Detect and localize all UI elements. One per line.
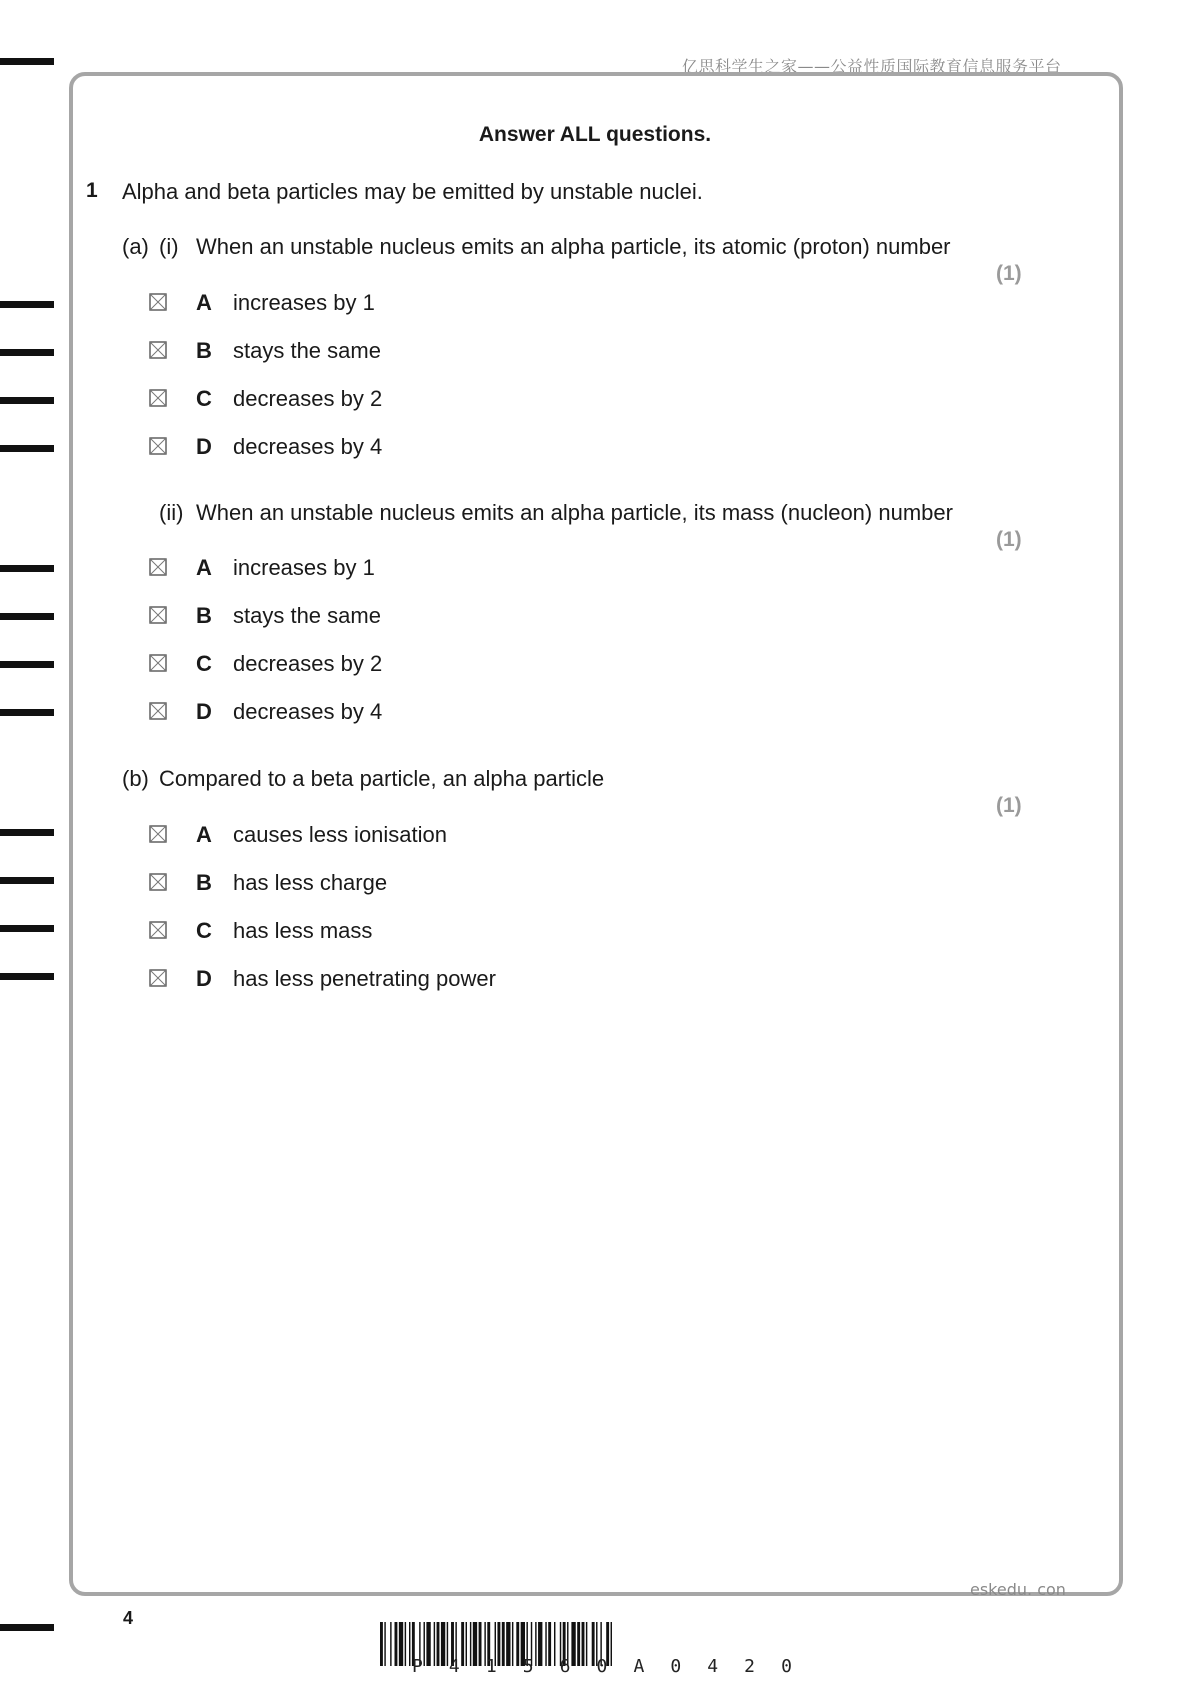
question-number: 1 (86, 179, 98, 202)
barcode-char: 6 (559, 1656, 571, 1677)
option-text: has less penetrating power (233, 966, 496, 991)
part-a-ii-label: (ii) (159, 500, 184, 525)
option-text: decreases by 2 (233, 651, 383, 676)
option-text: stays the same (233, 603, 381, 628)
answer-checkbox-icon[interactable] (149, 558, 167, 576)
option-text: increases by 1 (233, 290, 375, 315)
margin-mark (0, 58, 54, 65)
answer-checkbox-icon[interactable] (149, 873, 167, 891)
answer-checkbox-icon[interactable] (149, 654, 167, 672)
page-number: 4 (123, 1608, 134, 1628)
instructions-heading: Answer ALL questions. (478, 123, 712, 146)
barcode-char: P (412, 1656, 423, 1677)
option-letter: C (196, 651, 212, 676)
answer-checkbox-icon[interactable] (149, 825, 167, 843)
margin-mark (0, 877, 54, 884)
margin-mark (0, 301, 54, 308)
option-letter: A (196, 290, 212, 315)
option-letter: D (196, 966, 212, 991)
part-a-ii-prompt: When an unstable nucleus emits an alpha particle, its mass (nucleon) number (196, 500, 953, 525)
part-b-prompt: Compared to a beta particle, an alpha particle (159, 766, 605, 791)
barcode-char: 4 (707, 1656, 719, 1677)
answer-checkbox-icon[interactable] (149, 606, 167, 624)
margin-mark (0, 661, 54, 668)
margin-mark (0, 397, 54, 404)
option-letter: C (196, 918, 212, 943)
margin-mark (0, 973, 54, 980)
footer-watermark: eskedu. con (970, 1580, 1066, 1599)
option-letter: A (196, 822, 212, 847)
option-letter: B (196, 338, 212, 363)
option-text: decreases by 4 (233, 699, 383, 724)
margin-mark (0, 709, 54, 716)
barcode-char: 0 (781, 1656, 792, 1677)
margin-mark (0, 349, 54, 356)
barcode-char: 2 (744, 1656, 755, 1677)
margin-marks (0, 0, 54, 1684)
option-text: decreases by 4 (233, 434, 383, 459)
answer-checkbox-icon[interactable] (149, 389, 167, 407)
answer-checkbox-icon[interactable] (149, 702, 167, 720)
barcode-char: 0 (670, 1656, 682, 1677)
header-watermark: 亿思科学生之家——公益性质国际教育信息服务平台 (682, 57, 1062, 76)
part-a-i-marks: (1) (996, 262, 1022, 285)
option-text: causes less ionisation (233, 822, 448, 847)
option-letter: C (196, 386, 212, 411)
barcode-char: 4 (448, 1656, 460, 1677)
answer-checkbox-icon[interactable] (149, 921, 167, 939)
option-text: has less charge (233, 870, 388, 895)
option-text: has less mass (233, 918, 373, 943)
option-text: decreases by 2 (233, 386, 383, 411)
part-a-i-label: (i) (159, 234, 179, 259)
page-frame (69, 72, 1123, 1596)
margin-mark (0, 1624, 54, 1631)
answer-checkbox-icon[interactable] (149, 341, 167, 359)
part-b-label: (b) (122, 766, 149, 791)
margin-mark (0, 829, 54, 836)
part-b-marks: (1) (996, 794, 1022, 817)
part-a-ii-marks: (1) (996, 528, 1022, 551)
barcode-char: A (633, 1656, 645, 1677)
margin-mark (0, 445, 54, 452)
margin-mark (0, 925, 54, 932)
option-text: increases by 1 (233, 555, 375, 580)
answer-checkbox-icon[interactable] (149, 969, 167, 987)
option-text: stays the same (233, 338, 381, 363)
margin-mark (0, 613, 54, 620)
barcode-char: 1 (485, 1656, 497, 1677)
question-stem: Alpha and beta particles may be emitted by unstable nuclei. (122, 179, 703, 204)
option-letter: D (196, 699, 212, 724)
barcode-char: 0 (596, 1656, 608, 1677)
barcode-text (412, 1656, 792, 1677)
barcode-char: 5 (522, 1656, 534, 1677)
answer-checkbox-icon[interactable] (149, 293, 167, 311)
option-letter: A (196, 555, 212, 580)
part-a-label: (a) (122, 234, 149, 259)
part-a-i-prompt: When an unstable nucleus emits an alpha particle, its atomic (proton) number (196, 234, 951, 259)
option-letter: B (196, 870, 212, 895)
option-letter: B (196, 603, 212, 628)
margin-mark (0, 565, 54, 572)
answer-checkbox-icon[interactable] (149, 437, 167, 455)
option-letter: D (196, 434, 212, 459)
